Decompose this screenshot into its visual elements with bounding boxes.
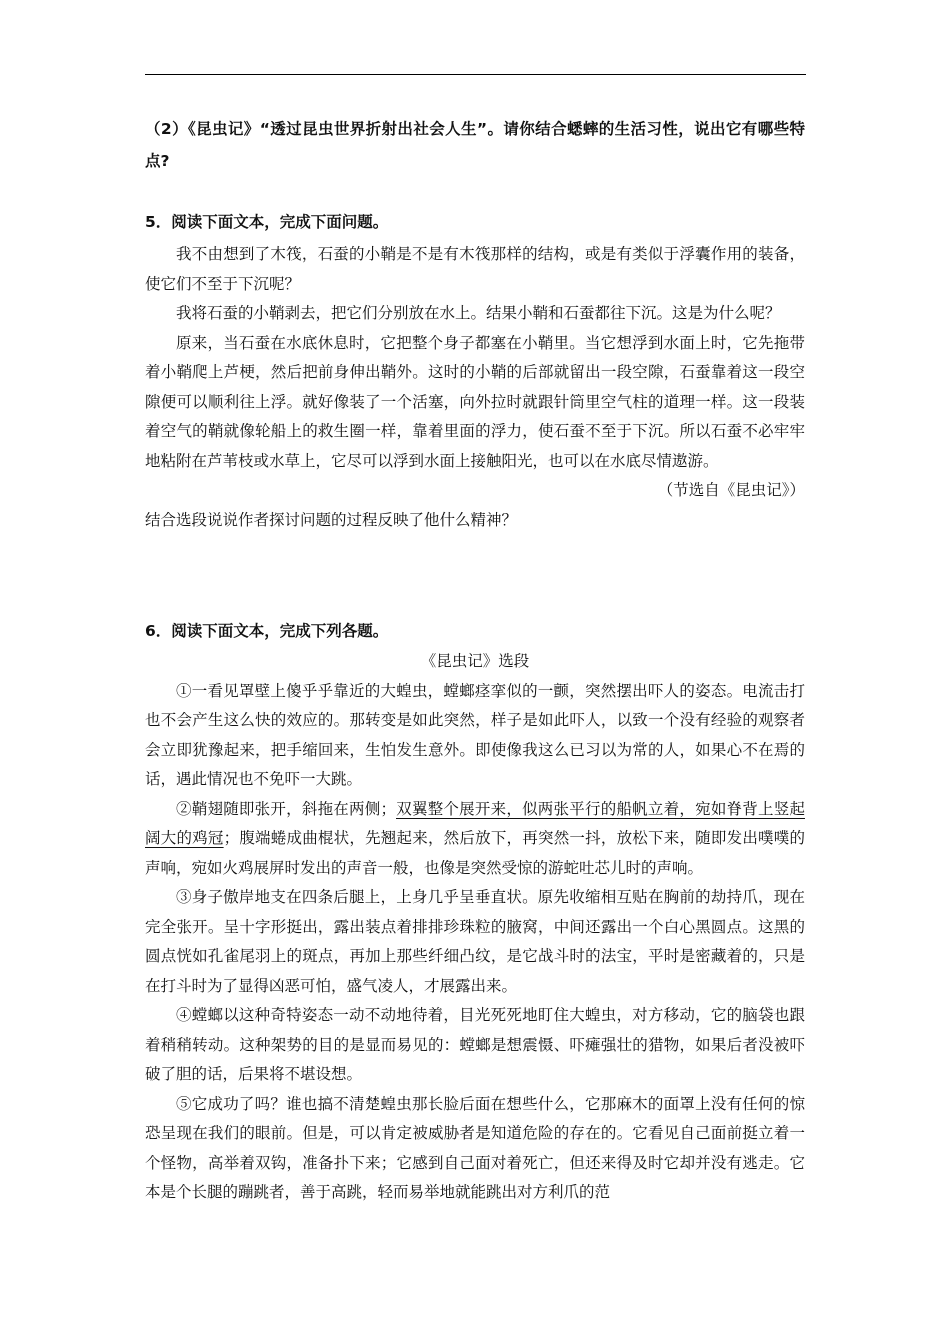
header-rule bbox=[145, 74, 806, 75]
passage-subtitle: 《昆虫记》选段 bbox=[420, 652, 530, 670]
question-4-sub2: （2）《昆虫记》“透过昆虫世界折射出社会人生”。请你结合蟋蟀的生活习性，说出它有哪些特点? bbox=[145, 120, 805, 170]
question-6-passage bbox=[145, 647, 805, 1208]
question-5-title: 5．阅读下面文本，完成下面问题。 bbox=[145, 213, 389, 231]
passage-paragraph-4: ④螳螂以这种奇特姿态一动不动地待着，目光死死地盯住大蝗虫，对方移动，它的脑袋也跟着稍稍转动。这种架势的目的是显而易见的：螳螂是想震慑、吓瘫强壮的猎物，如果后者没被吓破了胆的话，后果将不堪设想。 bbox=[145, 1006, 805, 1083]
passage-paragraph-2: ②鞘翅随即张开，斜拖在两侧；双翼整个展开来，似两张平行的船帆立着，宛如脊背上竖起阔大的鸡冠；腹端蜷成曲棍状，先翘起来，然后放下，再突然一抖，放松下来，随即发出噗噗的声响，宛如火鸡展屏时发出的声音一般，也像是突然受惊的游蛇吐芯儿时的声响。 bbox=[145, 799, 805, 877]
passage-paragraph-3: ③身子傲岸地支在四条后腿上，上身几乎呈垂直状。原先收缩相互贴在胸前的劫持爪，现在完全张开。呈十字形挺出，露出装点着排排珍珠粒的腋窝，中间还露出一个白心黑圆点。这黑的圆点恍如孔雀尾羽上的斑点，再加上那些纤细凸纹，是它战斗时的法宝，平时是密藏着的，只是在打斗时为了显得凶恶可怕，盛气凌人，才展露出来。 bbox=[145, 888, 805, 995]
passage-paragraph-1: ①一看见罩壁上傻乎乎靠近的大蝗虫，螳螂痉挛似的一颤，突然摆出吓人的姿态。电流击打也不会产生这么快的效应的。那转变是如此突然，样子是如此吓人，以致一个没有经验的观察者会立即犹豫起来，把手缩回来，生怕发生意外。即使像我这么已习以为常的人，如果心不在焉的话，遇此情况也不免吓一大跳。 bbox=[145, 681, 805, 788]
question-6-title: 6．阅读下面文本，完成下列各题。 bbox=[145, 622, 389, 640]
passage-paragraph-5: ⑤它成功了吗？谁也搞不清楚蝗虫那长脸后面在想些什么，它那麻木的面罩上没有任何的惊恐呈现在我们的眼前。但是，可以肯定被威胁者是知道危险的存在的。它看见自己面前挺立着一个怪物，高举着双钩，准备扑下来；它感到自己面对着死亡，但还来得及时它却并没有逃走。它本是个长腿的蹦跳者，善于高跳，轻而易举地就能跳出对方利爪的范 bbox=[145, 1094, 805, 1201]
passage-paragraph: 原来，当石蚕在水底休息时，它把整个身子都塞在小鞘里。当它想浮到水面上时，它先拖带着小鞘爬上芦梗，然后把前身伸出鞘外。这时的小鞘的后部就留出一段空隙，石蚕靠着这一段空隙便可以顺利往上浮。就好像装了一个活塞，向外拉时就跟针筒里空气柱的道理一样。这一段装着空气的鞘就像轮船上的救生圈一样，靠着里面的浮力，使石蚕不至于下沉。所以石蚕不必牢牢地粘附在芦苇枝或水草上，它尽可以浮到水面上接触阳光，也可以在水底尽情遨游。 bbox=[145, 333, 805, 470]
passage-source: （节选自《昆虫记》） bbox=[657, 481, 805, 499]
question-5-prompt: 结合选段说说作者探讨问题的过程反映了他什么精神？ bbox=[145, 510, 518, 529]
passage-paragraph: 我将石蚕的小鞘剥去，把它们分别放在水上。结果小鞘和石蚕都往下沉。这是为什么呢？ bbox=[176, 304, 781, 322]
question-5-passage bbox=[145, 240, 805, 535]
underlined-sentence: 双翼整个展开来，似两张平行的船帆立着，宛如脊背上竖起阔大的鸡冠 bbox=[145, 799, 805, 847]
passage-paragraph: 我不由想到了木筏，石蚕的小鞘是不是有木筏那样的结构，或是有类似于浮囊作用的装备，使它们不至于下沉呢？ bbox=[145, 245, 805, 293]
